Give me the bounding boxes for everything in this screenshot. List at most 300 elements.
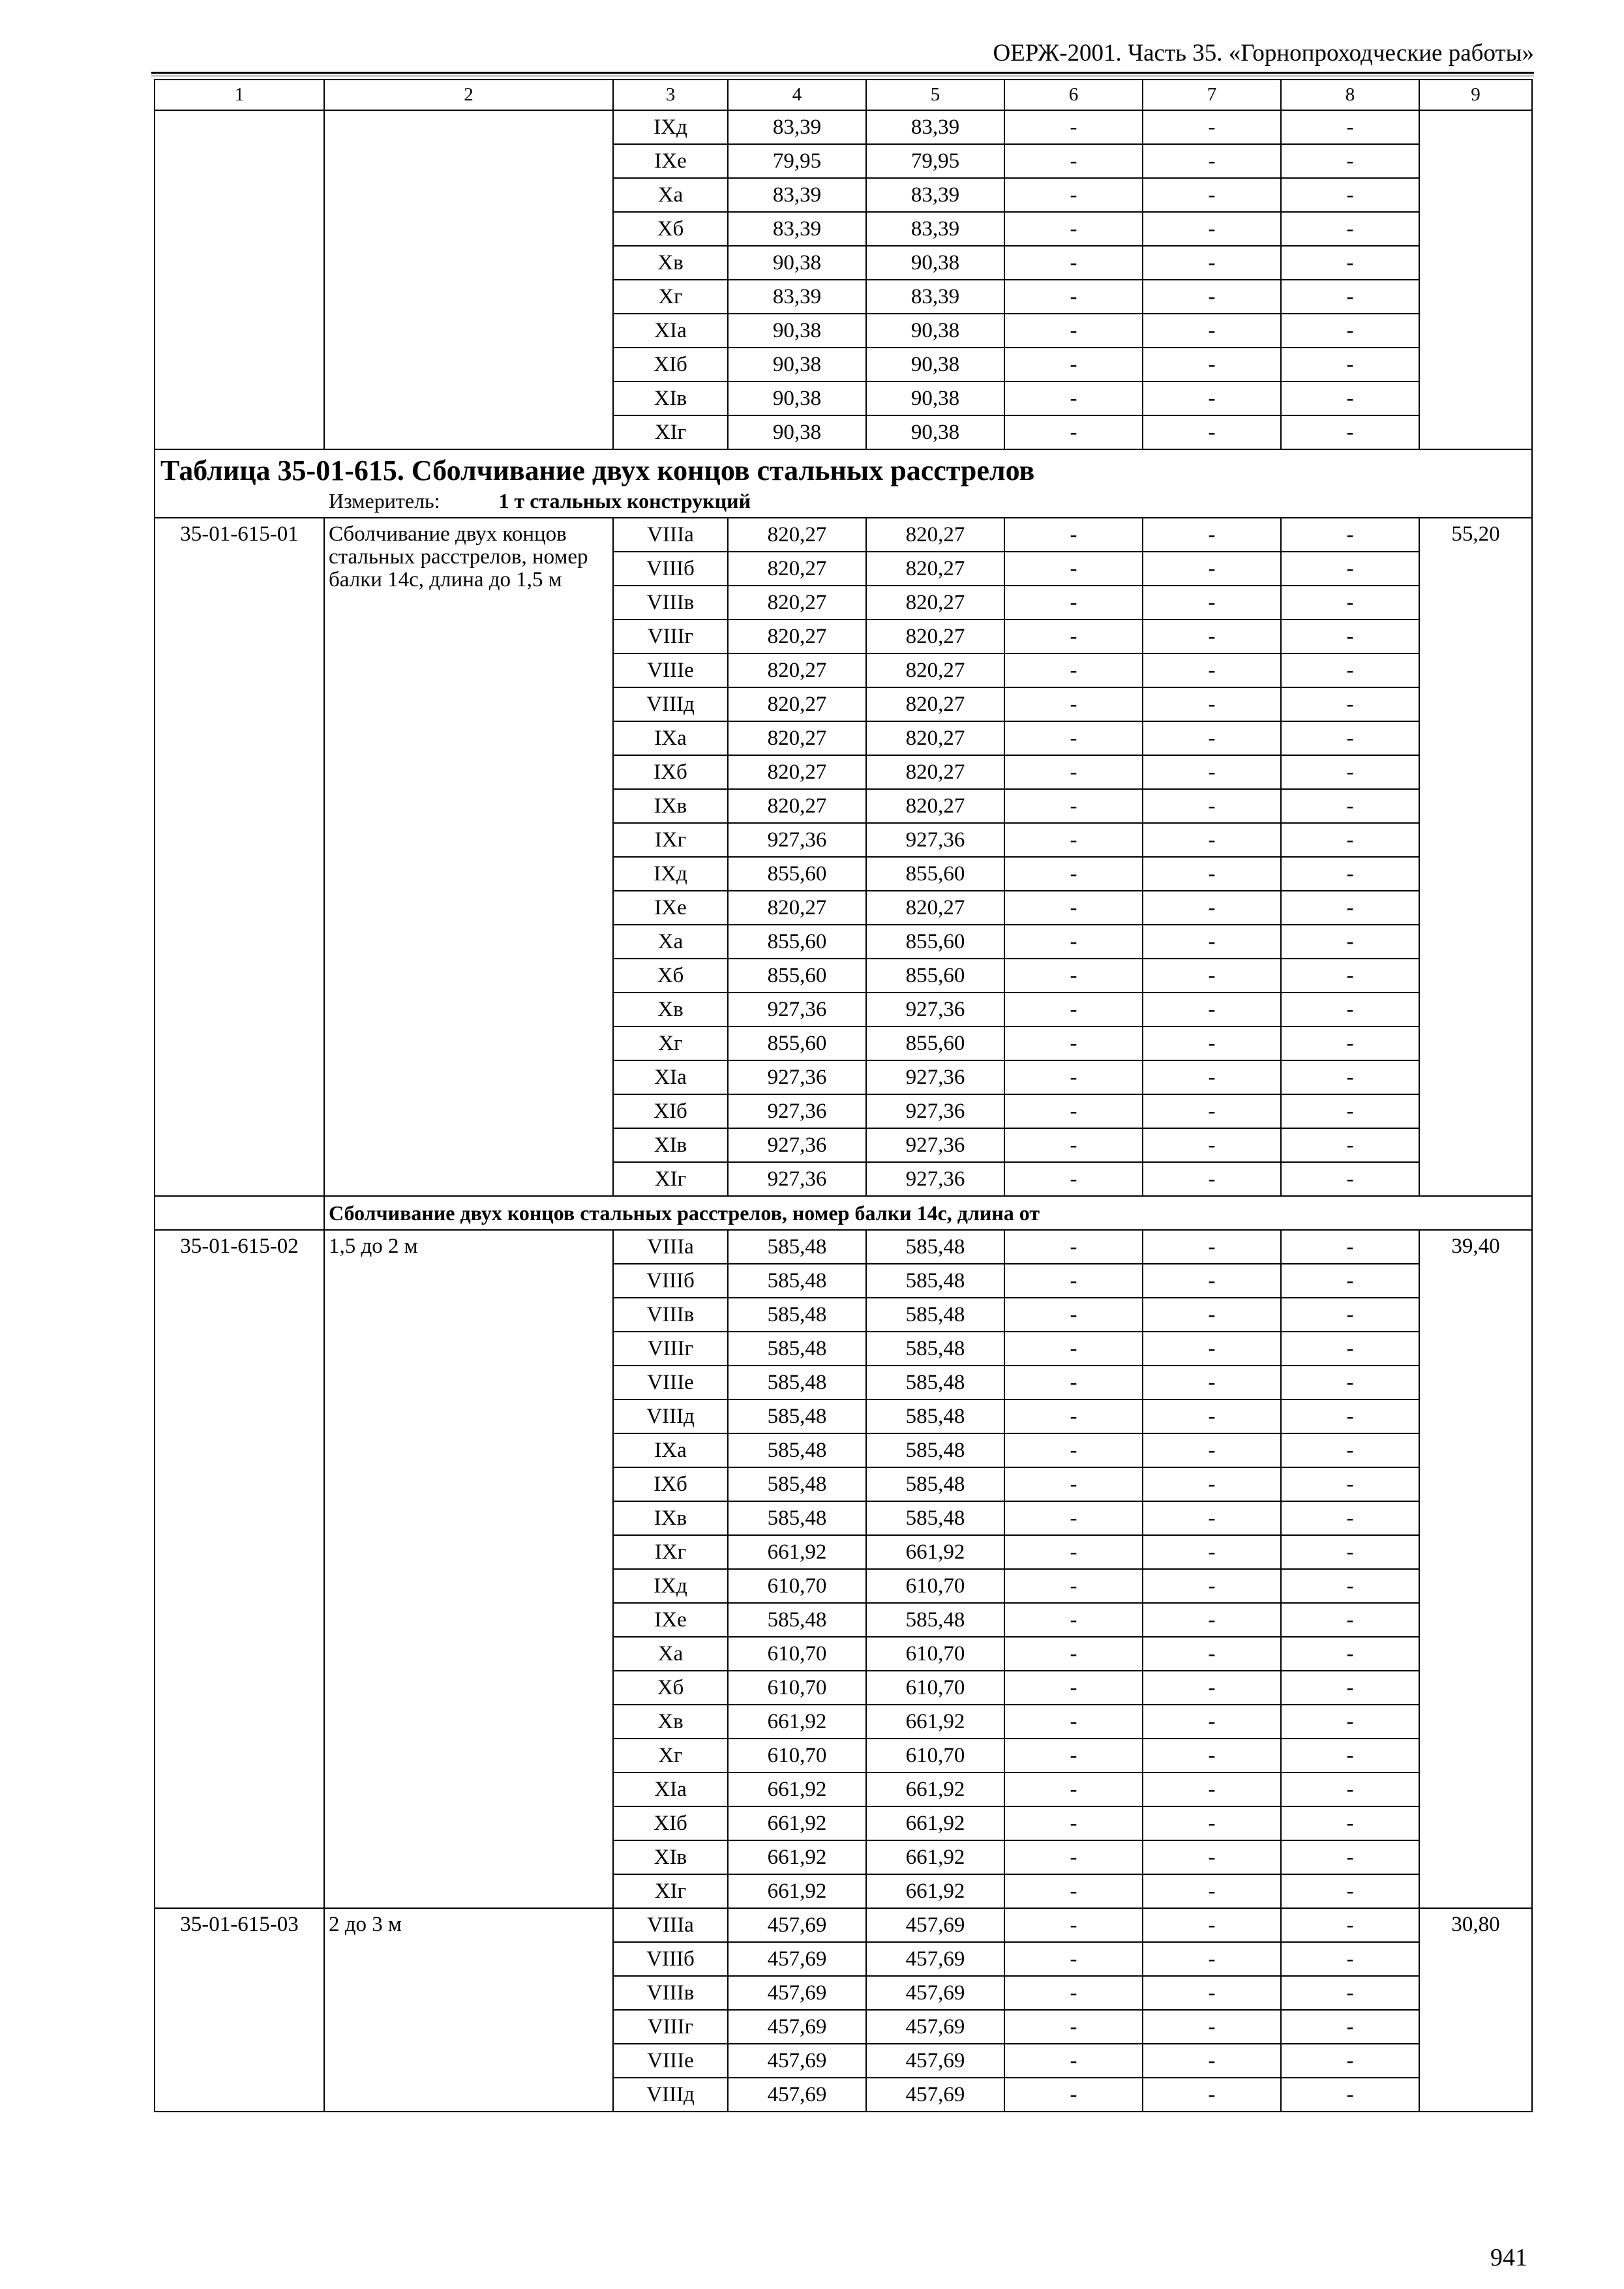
value-cell: - [1004,1840,1143,1874]
value-cell: 457,69 [728,1942,866,1976]
category-cell: VIIIд [613,1399,728,1433]
value-cell: - [1143,789,1281,823]
value-cell: - [1004,348,1143,382]
category-cell: VIIIa [613,518,728,552]
value-cell: 927,36 [866,1060,1004,1094]
value-cell: - [1281,586,1419,620]
value-cell: - [1143,1840,1281,1874]
section-title-cell [155,449,1532,518]
category-cell: VIIIa [613,1230,728,1264]
value-cell: - [1143,314,1281,348]
value-cell: 820,27 [728,518,866,552]
value-cell: 83,39 [728,280,866,314]
value-cell: - [1281,212,1419,246]
value-cell: - [1281,1366,1419,1399]
value-cell: 661,92 [866,1874,1004,1908]
category-cell: Xг [613,280,728,314]
category-cell: IXa [613,721,728,755]
value-cell: 927,36 [728,823,866,857]
value-cell: 661,92 [728,1840,866,1874]
value-cell: - [1004,1942,1143,1976]
value-cell: 457,69 [728,1908,866,1942]
category-cell: VIIIб [613,552,728,586]
value-cell: 585,48 [866,1298,1004,1332]
subsection-row [155,1196,1532,1230]
value-cell: - [1281,2010,1419,2044]
value-cell: - [1004,1501,1143,1535]
value-cell: 661,92 [866,1840,1004,1874]
value-cell: - [1004,314,1143,348]
value-cell: 855,60 [728,857,866,891]
value-cell: 927,36 [728,1094,866,1128]
value-cell: 820,27 [728,721,866,755]
value-cell: 820,27 [728,586,866,620]
value-cell: 661,92 [866,1535,1004,1569]
value-cell: - [1004,2010,1143,2044]
value-cell: - [1281,1128,1419,1162]
value-cell: 83,39 [728,212,866,246]
value-cell: 585,48 [866,1264,1004,1298]
value-cell: - [1004,1230,1143,1264]
value-cell: - [1004,1874,1143,1908]
value-cell: - [1281,1773,1419,1806]
value-cell: 585,48 [728,1366,866,1399]
value-cell: - [1143,1332,1281,1366]
value-cell: - [1281,789,1419,823]
value-cell: 855,60 [728,1026,866,1060]
value-cell: 585,48 [866,1501,1004,1535]
value-cell: - [1281,1399,1419,1433]
page-header-title: ОЕРЖ-2001. Часть 35. «Горнопроходческие работы» [993,40,1534,67]
value-cell: 927,36 [866,993,1004,1026]
value-cell: 90,38 [866,415,1004,449]
category-cell: VIIIг [613,2010,728,2044]
value-cell: 927,36 [866,823,1004,857]
value-cell: 610,70 [728,1739,866,1773]
category-cell: IXг [613,1535,728,1569]
value-cell: - [1004,1739,1143,1773]
value-cell: - [1143,178,1281,212]
value-cell: - [1143,857,1281,891]
value-cell: - [1004,1467,1143,1501]
value-cell: - [1004,857,1143,891]
value-cell: - [1143,1569,1281,1603]
category-cell: XIв [613,1128,728,1162]
value-cell: - [1281,1060,1419,1094]
category-cell: VIIIe [613,1366,728,1399]
value-cell: - [1143,755,1281,789]
category-cell: XIв [613,382,728,415]
category-cell: VIIIв [613,586,728,620]
page-number: 941 [1490,2244,1527,2271]
value-cell: 90,38 [728,415,866,449]
value-cell: - [1004,1128,1143,1162]
value-cell: - [1281,823,1419,857]
value-cell: - [1004,1060,1143,1094]
value-cell: - [1281,1806,1419,1840]
meter-value: 1 т стальных конструкций [498,489,751,513]
value-cell: - [1004,1603,1143,1637]
value-cell: 457,69 [728,1976,866,2010]
value-cell: - [1004,1637,1143,1671]
value-cell: - [1143,1908,1281,1942]
value-cell: - [1143,1162,1281,1196]
value-cell: - [1143,1467,1281,1501]
price-cell: 55,20 [1419,518,1532,1196]
value-cell: - [1004,823,1143,857]
value-cell: 610,70 [866,1739,1004,1773]
value-cell: - [1281,518,1419,552]
category-cell: VIIIe [613,2044,728,2078]
value-cell: 661,92 [728,1874,866,1908]
value-cell: - [1004,721,1143,755]
column-number: 4 [728,80,866,110]
value-cell: - [1004,1806,1143,1840]
value-cell: - [1143,246,1281,280]
value-cell: - [1004,280,1143,314]
value-cell: 457,69 [866,1942,1004,1976]
value-cell: 585,48 [728,1433,866,1467]
category-cell: IXe [613,891,728,925]
header-rule [151,72,1534,74]
description-cell: 2 до 3 м [324,1908,613,2112]
category-cell: Xa [613,925,728,959]
value-cell: 585,48 [728,1399,866,1433]
category-cell: IXг [613,823,728,857]
value-cell: 457,69 [866,2010,1004,2044]
value-cell: - [1281,415,1419,449]
value-cell: - [1143,1942,1281,1976]
value-cell: - [1004,1773,1143,1806]
category-cell: IXe [613,1603,728,1637]
category-cell: Xa [613,178,728,212]
column-number: 6 [1004,80,1143,110]
value-cell: - [1143,2044,1281,2078]
value-cell: - [1281,1569,1419,1603]
category-cell: VIIIг [613,1332,728,1366]
value-cell: 83,39 [866,212,1004,246]
value-cell: 927,36 [728,1162,866,1196]
value-cell: 585,48 [866,1399,1004,1433]
category-cell: VIIIб [613,1264,728,1298]
category-cell: XIг [613,1162,728,1196]
value-cell: - [1281,1739,1419,1773]
category-cell: IXб [613,755,728,789]
category-cell: XIб [613,348,728,382]
value-cell: - [1143,1637,1281,1671]
value-cell: 610,70 [728,1569,866,1603]
value-cell: 855,60 [866,1026,1004,1060]
category-cell: XIг [613,415,728,449]
category-cell: IXб [613,1467,728,1501]
value-cell: 820,27 [866,721,1004,755]
price-cell: 39,40 [1419,1230,1532,1908]
value-cell: - [1004,755,1143,789]
value-cell: - [1281,178,1419,212]
category-cell: VIIIв [613,1976,728,2010]
table-row [155,1230,1532,1264]
value-cell: - [1281,721,1419,755]
value-cell: 927,36 [728,993,866,1026]
value-cell: 661,92 [866,1773,1004,1806]
value-cell: - [1004,653,1143,687]
value-cell: 820,27 [728,755,866,789]
value-cell: - [1004,1366,1143,1399]
value-cell: - [1004,1298,1143,1332]
category-cell: Xa [613,1637,728,1671]
value-cell: - [1004,586,1143,620]
value-cell: 90,38 [866,382,1004,415]
value-cell: 820,27 [866,518,1004,552]
value-cell: - [1004,1908,1143,1942]
value-cell: - [1004,1094,1143,1128]
value-cell: 83,39 [866,178,1004,212]
value-cell: - [1281,1840,1419,1874]
category-cell: XIг [613,1874,728,1908]
value-cell: - [1143,2010,1281,2044]
value-cell: 927,36 [866,1128,1004,1162]
category-cell: XIa [613,314,728,348]
value-cell: 661,92 [728,1535,866,1569]
code-cell [155,110,324,449]
category-cell: IXв [613,1501,728,1535]
value-cell: - [1143,620,1281,653]
value-cell: 661,92 [866,1705,1004,1739]
value-cell: - [1143,1298,1281,1332]
value-cell: 585,48 [728,1298,866,1332]
value-cell: - [1004,1264,1143,1298]
value-cell: - [1143,518,1281,552]
category-cell: VIIIд [613,687,728,721]
value-cell: - [1143,382,1281,415]
value-cell: - [1143,1026,1281,1060]
value-cell: - [1143,1705,1281,1739]
value-cell: 820,27 [866,653,1004,687]
description-cell [324,110,613,449]
description-cell: Сболчивание двух концов стальных расстрелов, номер балки 14с, длина до 1,5 м [324,518,613,1196]
value-cell: - [1281,857,1419,891]
value-cell: - [1004,246,1143,280]
value-cell: 661,92 [866,1806,1004,1840]
category-cell: Xг [613,1026,728,1060]
value-cell: - [1143,1535,1281,1569]
value-cell: - [1281,1298,1419,1332]
value-cell: - [1004,891,1143,925]
value-cell: - [1143,2078,1281,2112]
value-cell: 457,69 [728,2078,866,2112]
category-cell: IXд [613,857,728,891]
value-cell: 79,95 [728,144,866,178]
value-cell: - [1143,1264,1281,1298]
value-cell: - [1143,1128,1281,1162]
value-cell: - [1143,925,1281,959]
value-cell: - [1004,1026,1143,1060]
value-cell: - [1281,246,1419,280]
value-cell: - [1281,1467,1419,1501]
value-cell: 90,38 [866,246,1004,280]
value-cell: - [1281,1332,1419,1366]
category-cell: XIб [613,1806,728,1840]
value-cell: - [1143,1806,1281,1840]
value-cell: - [1143,552,1281,586]
value-cell: - [1281,1433,1419,1467]
category-cell: VIIIв [613,1298,728,1332]
column-number: 1 [155,80,324,110]
value-cell: - [1004,687,1143,721]
value-cell: 661,92 [728,1806,866,1840]
value-cell: - [1143,415,1281,449]
value-cell: - [1143,1433,1281,1467]
code-cell: 35-01-615-02 [155,1230,324,1908]
category-cell: Xб [613,1671,728,1705]
category-cell: XIв [613,1840,728,1874]
value-cell: - [1143,1773,1281,1806]
category-cell: Xв [613,246,728,280]
price-cell: 30,80 [1419,1908,1532,2112]
value-cell: - [1143,348,1281,382]
table-body [155,80,1532,2112]
value-cell: 820,27 [866,755,1004,789]
value-cell: - [1004,415,1143,449]
value-cell: 820,27 [728,789,866,823]
value-cell: - [1281,891,1419,925]
value-cell: 927,36 [866,1094,1004,1128]
value-cell: - [1281,382,1419,415]
value-cell: - [1143,144,1281,178]
value-cell: 457,69 [728,2044,866,2078]
category-cell: VIIIб [613,1942,728,1976]
value-cell: - [1281,1264,1419,1298]
value-cell: 90,38 [728,246,866,280]
value-cell: 585,48 [866,1230,1004,1264]
category-cell: XIa [613,1773,728,1806]
value-cell: - [1281,348,1419,382]
value-cell: - [1281,959,1419,993]
value-cell: 90,38 [728,382,866,415]
value-cell: 855,60 [728,925,866,959]
value-cell: 820,27 [728,653,866,687]
value-cell: - [1281,993,1419,1026]
value-cell: - [1004,1535,1143,1569]
value-cell: - [1004,993,1143,1026]
value-cell: - [1281,1942,1419,1976]
value-cell: 585,48 [728,1501,866,1535]
value-cell: - [1143,280,1281,314]
value-cell: 820,27 [728,891,866,925]
value-cell: 610,70 [728,1637,866,1671]
value-cell: 585,48 [866,1467,1004,1501]
value-cell: 457,69 [866,2044,1004,2078]
value-cell: - [1004,1705,1143,1739]
section-title-row [155,449,1532,518]
code-cell: 35-01-615-03 [155,1908,324,2112]
value-cell: 585,48 [728,1230,866,1264]
value-cell: 820,27 [866,687,1004,721]
value-cell: - [1143,110,1281,144]
value-cell: - [1004,144,1143,178]
category-cell: IXe [613,144,728,178]
value-cell: - [1143,1976,1281,2010]
value-cell: - [1281,1671,1419,1705]
value-cell: - [1143,1874,1281,1908]
subsection-empty-cell [155,1196,324,1230]
value-cell: - [1281,1603,1419,1637]
value-cell: - [1143,823,1281,857]
column-number: 5 [866,80,1004,110]
value-cell: - [1143,1230,1281,1264]
value-cell: 855,60 [866,925,1004,959]
category-cell: IXa [613,1433,728,1467]
category-cell: XIa [613,1060,728,1094]
value-cell: - [1004,1976,1143,2010]
value-cell: 457,69 [866,2078,1004,2112]
value-cell: 820,27 [866,891,1004,925]
value-cell: - [1281,925,1419,959]
table-title: Таблица 35-01-615. Сболчивание двух концов стальных расстрелов [160,455,1035,486]
value-cell: - [1004,1399,1143,1433]
value-cell: 585,48 [866,1433,1004,1467]
category-cell: Xг [613,1739,728,1773]
value-cell: 820,27 [728,620,866,653]
value-cell: - [1281,144,1419,178]
meter-label: Измеритель: [329,489,440,513]
value-cell: 820,27 [728,552,866,586]
value-cell: 820,27 [866,620,1004,653]
value-cell: - [1143,212,1281,246]
value-cell: 79,95 [866,144,1004,178]
column-number-row [155,80,1532,110]
value-cell: - [1281,552,1419,586]
value-cell: 585,48 [728,1264,866,1298]
value-cell: - [1281,1230,1419,1264]
value-cell: 610,70 [866,1637,1004,1671]
value-cell: - [1004,382,1143,415]
value-cell: 585,48 [728,1467,866,1501]
value-cell: - [1143,959,1281,993]
value-cell: 855,60 [866,959,1004,993]
value-cell: - [1143,1603,1281,1637]
value-cell: - [1281,1874,1419,1908]
value-cell: - [1143,1671,1281,1705]
value-cell: - [1281,653,1419,687]
value-cell: 661,92 [728,1773,866,1806]
value-cell: - [1281,1705,1419,1739]
price-table [154,79,1533,2112]
value-cell: 610,70 [866,1671,1004,1705]
price-cell [1419,110,1532,449]
value-cell: 855,60 [866,857,1004,891]
value-cell: - [1143,993,1281,1026]
value-cell: 585,48 [866,1603,1004,1637]
value-cell: 820,27 [866,789,1004,823]
category-cell: Xб [613,212,728,246]
category-cell: Xв [613,1705,728,1739]
value-cell: - [1004,2078,1143,2112]
category-cell: Xв [613,993,728,1026]
category-cell: IXд [613,110,728,144]
category-cell: IXв [613,789,728,823]
description-cell: 1,5 до 2 м [324,1230,613,1908]
value-cell: - [1281,1162,1419,1196]
category-cell: VIIIe [613,653,728,687]
value-cell: 83,39 [728,178,866,212]
column-number: 9 [1419,80,1532,110]
value-cell: - [1281,110,1419,144]
column-number: 2 [324,80,613,110]
value-cell: - [1281,1535,1419,1569]
value-cell: 610,70 [728,1671,866,1705]
value-cell: - [1143,1501,1281,1535]
